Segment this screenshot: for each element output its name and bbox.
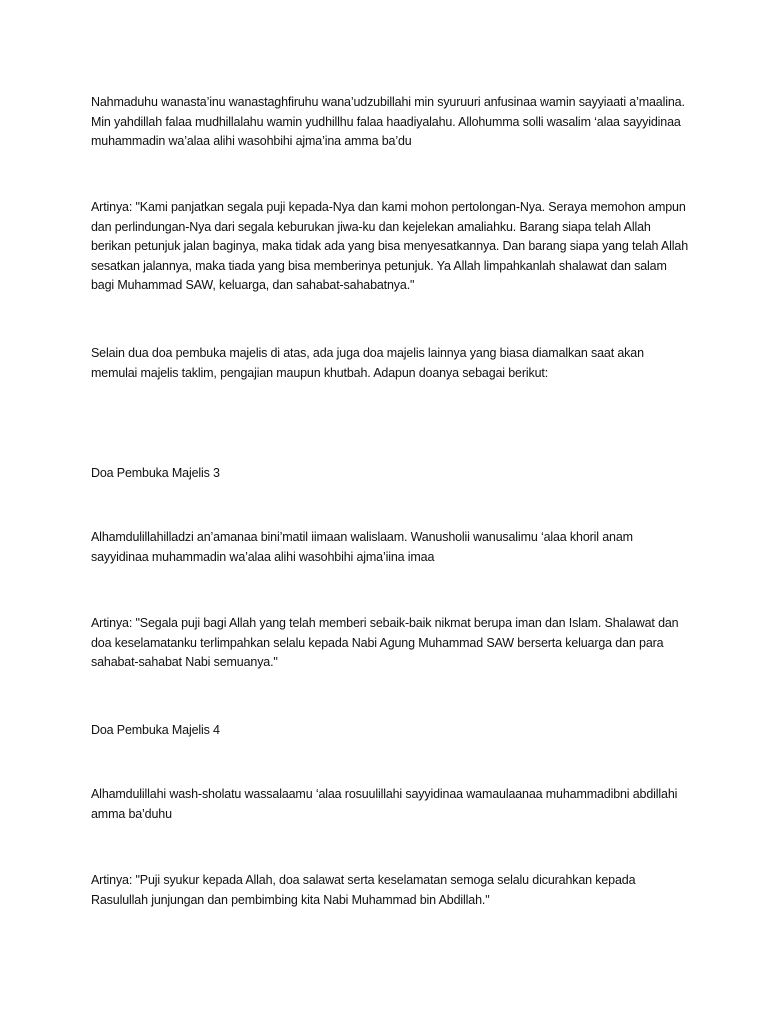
section-heading-majelis-4: Doa Pembuka Majelis 4: [91, 723, 220, 737]
prayer-4-arabic: Alhamdulillahi wash-sholatu wassalaamu ‘alaa rosuulillahi sayyidinaa wamaulaanaa muhammadibni abdillahi amma ba’duhu: [91, 787, 678, 821]
intro-paragraph: Selain dua doa pembuka majelis di atas, ada juga doa majelis lainnya yang biasa diamalkan saat akan memulai majelis taklim, pengajian maupun khutbah. Adapun doanya sebagai berikut:: [91, 346, 644, 380]
opening-prayer-translation: Artinya: "Kami panjatkan segala puji kepada-Nya dan kami mohon pertolongan-Nya. Seraya memohon ampun dan perlindungan-Nya dari segala keburukan jiwa-ku dan kejelekan amaliahku. Barang siapa telah Allah berikan petunjuk jalan baginya, maka tidak ada yang bisa menyesatkannya. Dan barang siapa yang telah Allah sesatkan jalannya, maka tiada yang bisa memberinya petunjuk. Ya Allah limpahkanlah shalawat dan salam bagi Muhammad SAW, keluarga, dan sahabat-sahabatnya.": [91, 200, 689, 292]
opening-prayer-arabic: Nahmaduhu wanasta’inu wanastaghfiruhu wana’udzubillahi min syuruuri anfusinaa wamin sayyiaati a’maalina. Min yahdillah falaa mudhillalahu wamin yudhillhu falaa haadiyalahu. Allohumma solli wasalim ‘alaa sayyidinaa muhammadin wa’alaa alihi wasohbihi ajma’ina amma ba’du: [91, 95, 685, 148]
prayer-3-translation: Artinya: "Segala puji bagi Allah yang telah memberi sebaik-baik nikmat berupa iman dan Islam. Shalawat dan doa keselamatanku terlimpahkan selalu kepada Nabi Agung Muhammad SAW berserta keluarga dan para sahabat-sahabat Nabi semuanya.": [91, 616, 679, 669]
section-heading-majelis-3: Doa Pembuka Majelis 3: [91, 466, 220, 480]
prayer-3-arabic: Alhamdulillahilladzi an’amanaa bini’matil iimaan walislaam. Wanusholii wanusalimu ‘alaa khoril anam sayyidinaa muhammadin wa’alaa alihi wasohbihi ajma’iina imaa: [91, 530, 633, 564]
prayer-4-translation: Artinya: "Puji syukur kepada Allah, doa salawat serta keselamatan semoga selalu dicurahkan kepada Rasulullah junjungan dan pembimbing kita Nabi Muhammad bin Abdillah.": [91, 873, 636, 907]
